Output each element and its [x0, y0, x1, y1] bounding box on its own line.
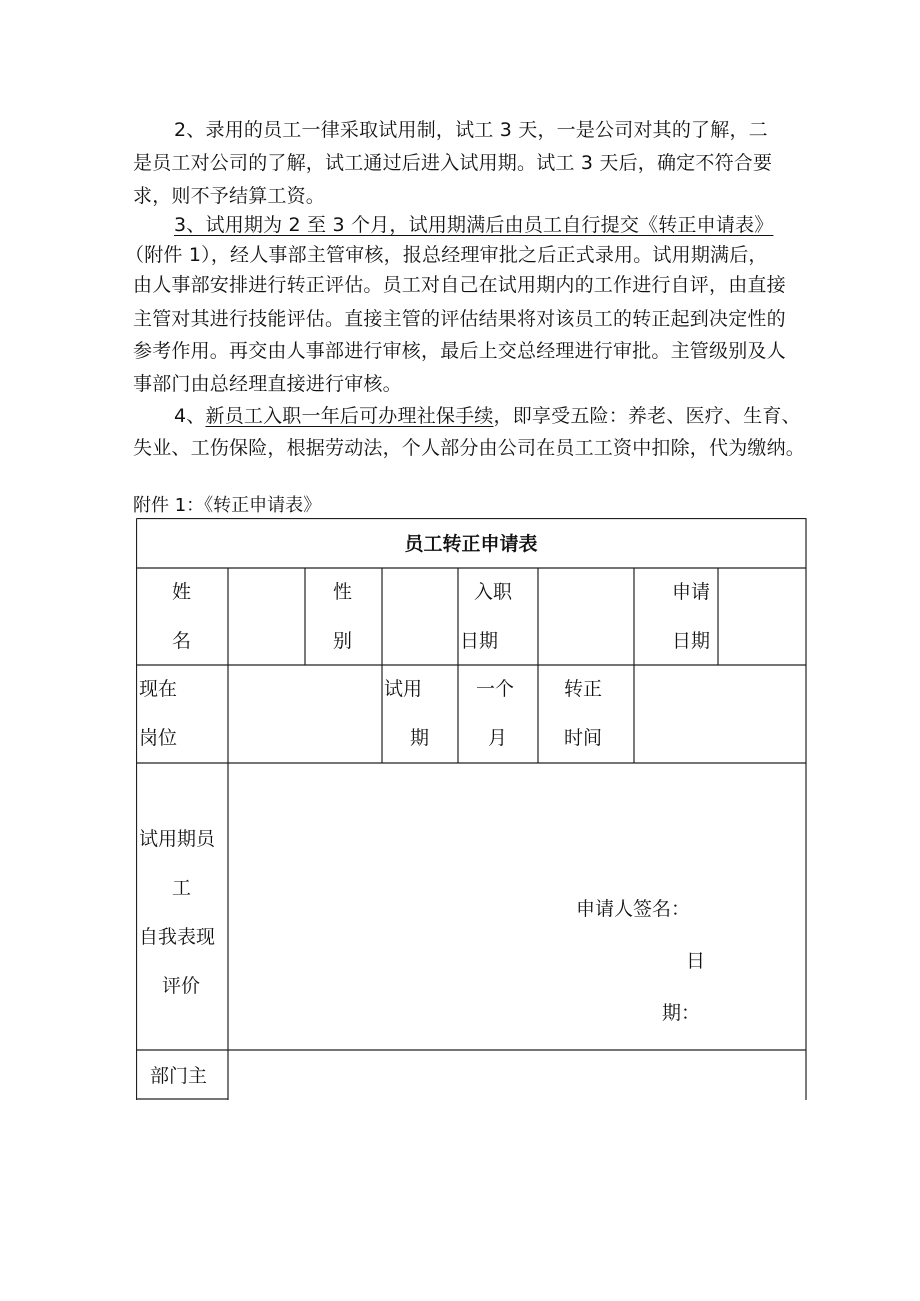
applicant-signature-label: 申请人签名：: [576, 898, 691, 920]
date-label-2: 期：: [662, 1002, 701, 1024]
paragraph-4-suffix: ，即享受五险：养老、医疗、生育、: [493, 405, 801, 427]
trial-period-label-2: 期: [410, 727, 430, 749]
conversion-time-label-1: 转正: [564, 678, 603, 700]
paragraph-2-line-2: 是员工对公司的了解，试工通过后进入试用期。试工 3 天后，确定不符合要: [133, 152, 773, 174]
gender-value-cell[interactable]: [382, 568, 458, 665]
apply-date-label-1: 申请: [672, 581, 711, 603]
attachment-caption: 附件 1：《转正申请表》: [133, 495, 322, 516]
self-evaluation-label-3: 自我表现: [139, 926, 216, 948]
apply-date-label-2: 日期: [672, 630, 711, 652]
paragraph-3-line-6: 事部门由总经理直接进行审核。: [133, 373, 402, 395]
conversion-time-label-2: 时间: [564, 727, 603, 749]
paragraph-4-line-1: [174, 399, 801, 433]
paragraph-2-line-3: 求，则不予结算工资。: [133, 185, 326, 207]
paragraph-2-line-1: 2、录用的员工一律采取试用制，试工 3 天，一是公司对其的了解，二: [174, 119, 768, 141]
name-label-1: 姓: [172, 581, 192, 603]
self-evaluation-label-2: 工: [172, 877, 192, 899]
paragraph-3-line-3: 由人事部安排进行转正评估。员工对自己在试用期内的工作进行自评，由直接: [133, 274, 786, 296]
department-head-content-cell[interactable]: [228, 1050, 806, 1100]
position-value-cell[interactable]: [228, 665, 382, 763]
paragraph-4-line-2: 失业、工伤保险，根据劳动法，个人部分由公司在员工工资中扣除，代为缴纳。: [133, 437, 806, 459]
name-label-2: 名: [172, 630, 192, 652]
name-value-cell[interactable]: [228, 568, 305, 665]
self-evaluation-label-4: 评价: [162, 975, 201, 997]
apply-date-value-cell[interactable]: [718, 568, 806, 665]
entry-date-label-2: 日期: [460, 630, 499, 652]
entry-date-value-cell[interactable]: [538, 568, 634, 665]
paragraph-4-underlined: 新员工入职一年后可办理社保手续: [205, 405, 494, 427]
paragraph-3-line-5: 参考作用。再交由人事部进行审核，最后上交总经理进行审批。主管级别及人: [133, 340, 786, 362]
position-label-1: 现在: [139, 678, 178, 700]
paragraph-3-line-2: （附件 1），经人事部主管审核，报总经理审批之后正式录用。试用期满后，: [125, 244, 768, 266]
gender-label-2: 别: [333, 630, 353, 652]
entry-date-label-1: 入职: [474, 581, 513, 603]
trial-length-1: 一个: [476, 678, 515, 700]
trial-period-label-1: 试用: [384, 678, 423, 700]
paragraph-3-line-4: 主管对其进行技能评估。直接主管的评估结果将对该员工的转正起到决定性的: [133, 308, 786, 330]
probation-form-table: [136, 518, 806, 1100]
date-label-1: 日: [686, 950, 706, 972]
self-evaluation-label-1: 试用期员: [139, 828, 216, 850]
conversion-time-value-cell[interactable]: [634, 665, 806, 763]
self-evaluation-content-cell[interactable]: [228, 763, 806, 1050]
position-label-2: 岗位: [139, 727, 178, 749]
paragraph-4-prefix: 4、: [174, 405, 206, 427]
form-title: 员工转正申请表: [404, 533, 538, 555]
paragraph-3-line-1: 3、试用期为 2 至 3 个月，试用期满后由员工自行提交《转正申请表》: [174, 214, 774, 236]
department-head-label: 部门主: [150, 1065, 208, 1087]
gender-label-1: 性: [333, 581, 353, 603]
trial-length-2: 月: [488, 727, 508, 749]
